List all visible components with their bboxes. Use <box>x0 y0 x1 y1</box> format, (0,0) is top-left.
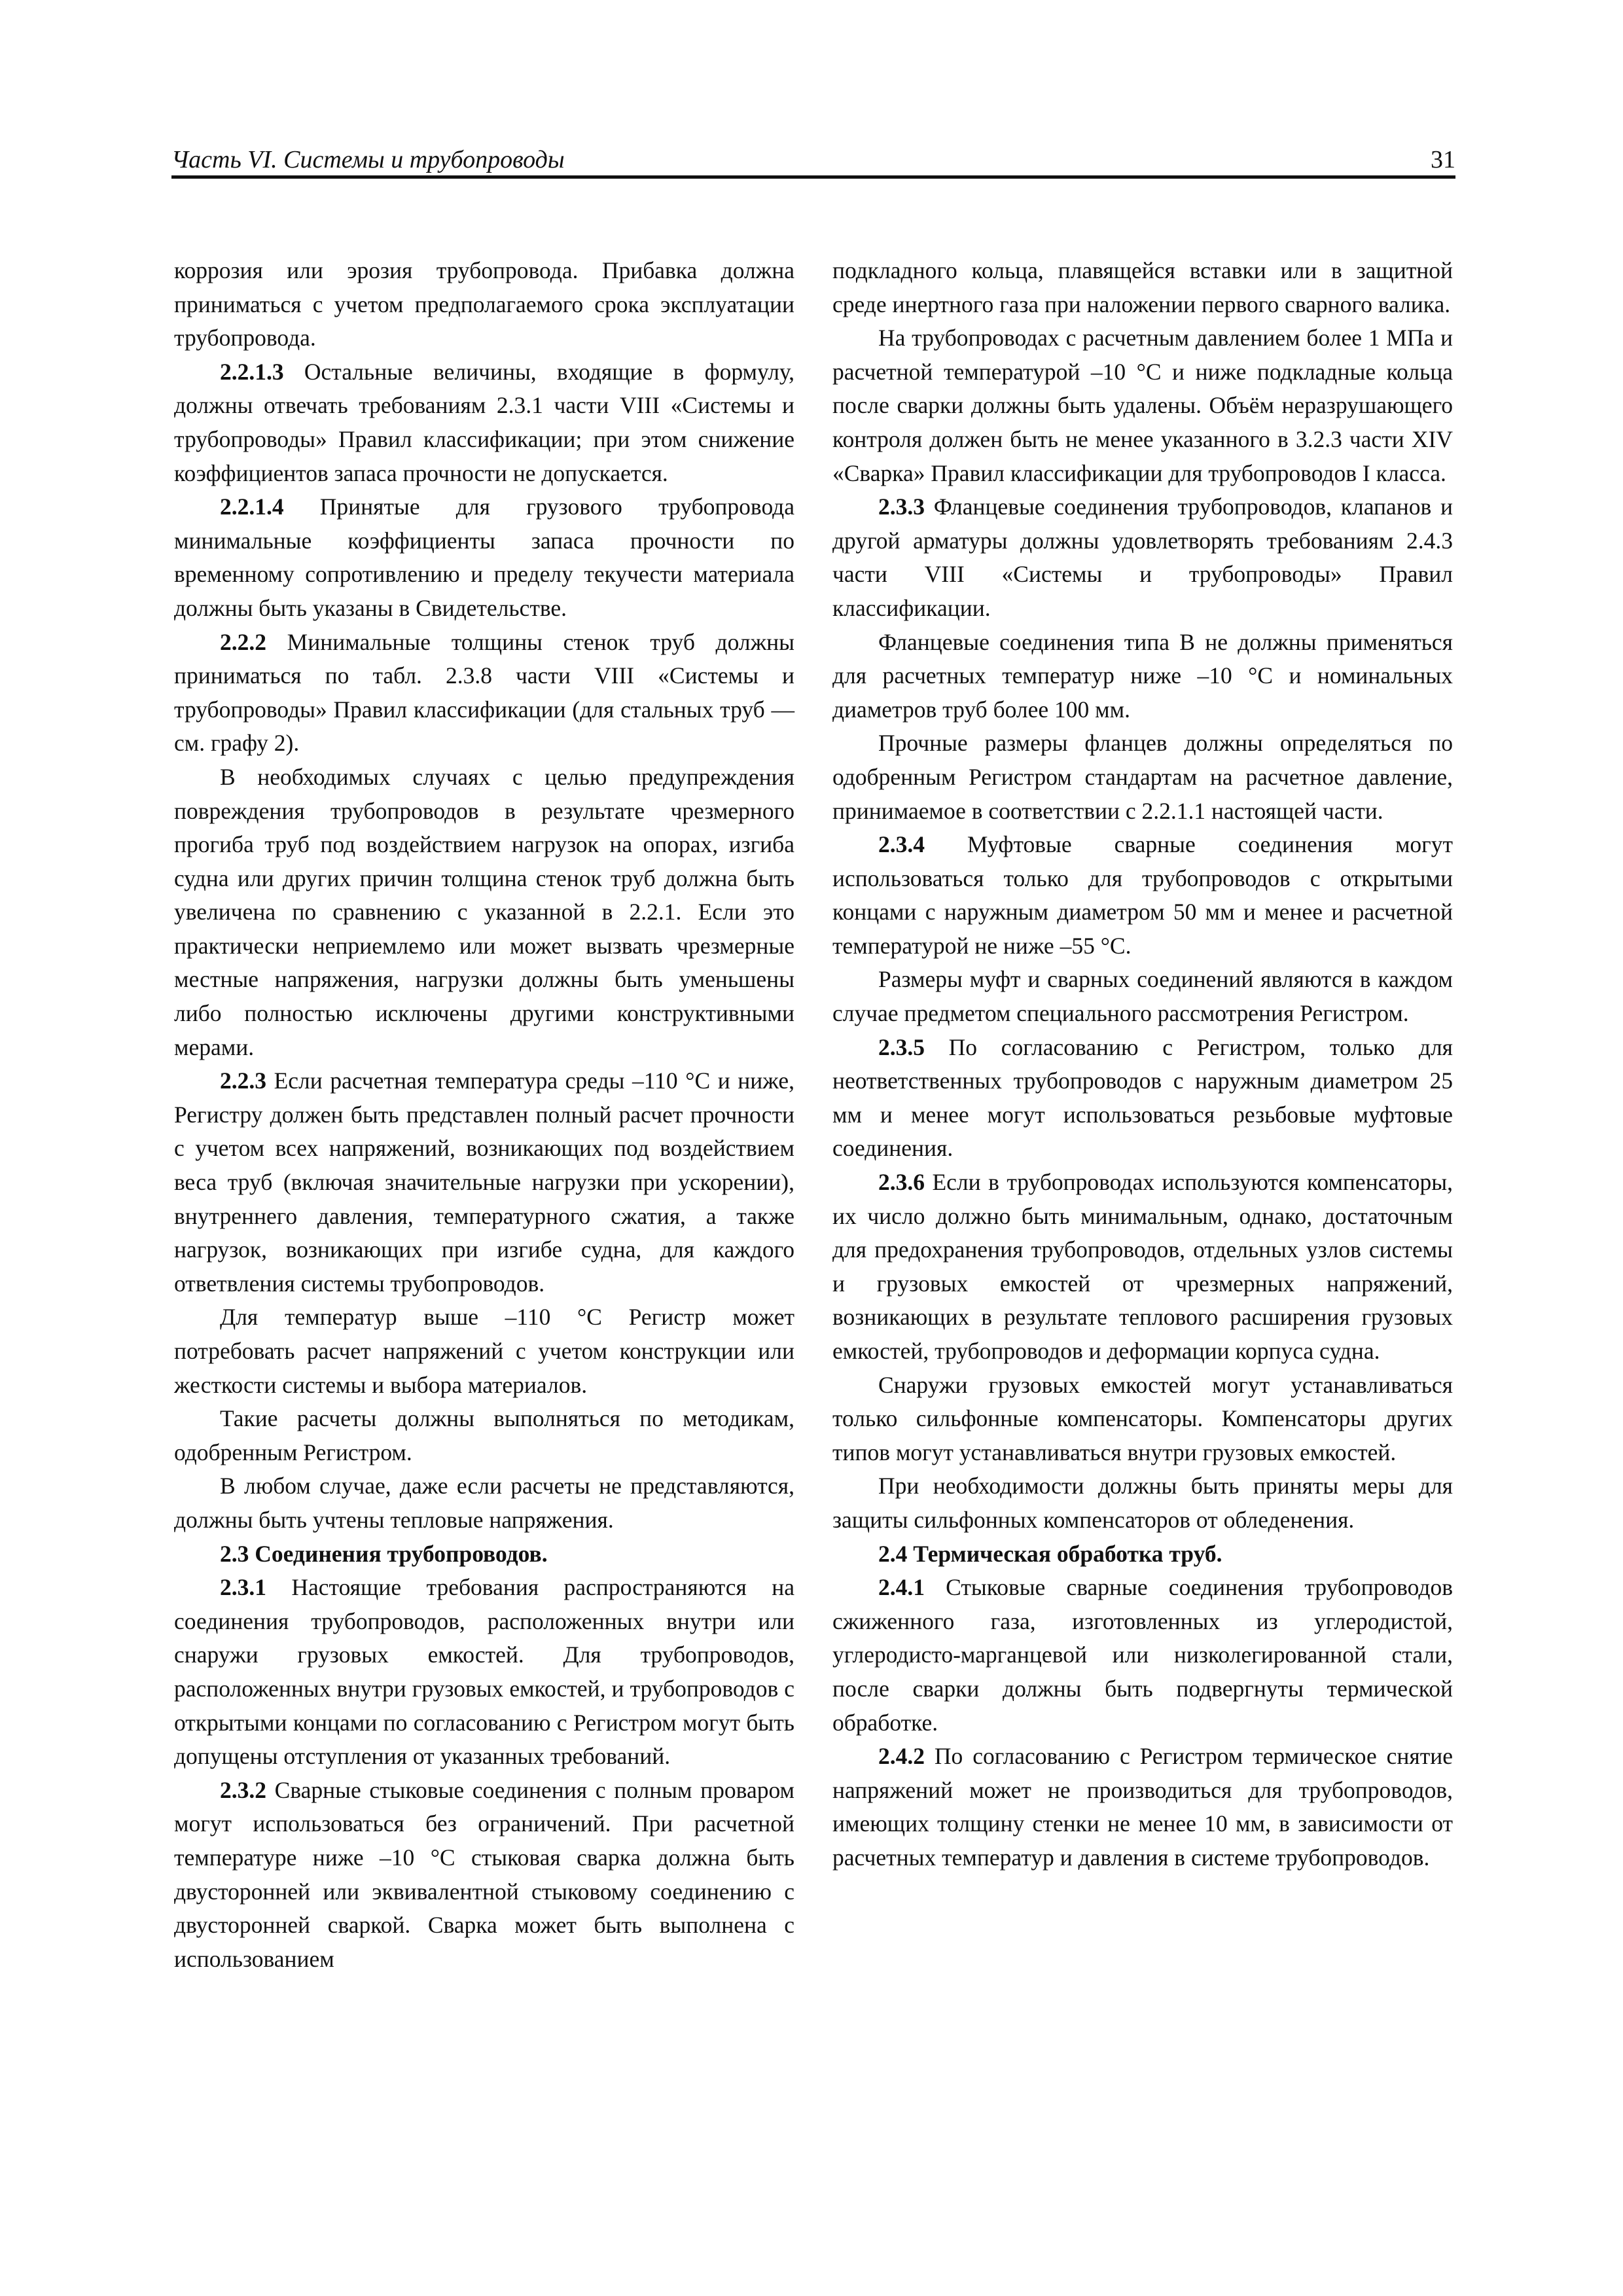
clause-number: 2.2.3 <box>220 1067 266 1094</box>
paragraph <box>832 828 1453 963</box>
clause-number: 2.3.5 <box>878 1033 925 1060</box>
section-heading: 2.3 Соединения трубопроводов. <box>220 1540 548 1567</box>
running-header <box>171 145 1455 177</box>
clause-number: 2.4.1 <box>878 1574 925 1601</box>
paragraph-text: Муфтовые сварные соединения могут использоваться только для трубопроводов с открытыми концами с наружным диаметром 50 мм и менее и расчетной температурой не ниже –55 °С. <box>832 831 1453 959</box>
paragraph <box>832 1166 1453 1369</box>
paragraph <box>174 1774 794 1977</box>
clause-number: 2.3.4 <box>878 831 925 858</box>
paragraph <box>174 490 794 625</box>
paragraph <box>832 1740 1453 1874</box>
paragraph-text: Если в трубопроводах используются компенсаторы, их число должно быть минимальным, однако, достаточным для предохранения трубопроводов, отдельных узлов системы и грузовых емкостей от чрезмерных напряжений, возникающих в результате теплового расширения грузовых емкостей, трубопроводов и деформации корпуса судна. <box>832 1169 1453 1364</box>
clause-number: 2.3.1 <box>220 1574 266 1601</box>
clause-number: 2.3.2 <box>220 1776 266 1803</box>
clause-number: 2.3.6 <box>878 1169 925 1196</box>
left-column <box>174 254 794 1976</box>
paragraph-text: Остальные величины, входящие в формулу, должны отвечать требованиям 2.3.1 части VIII «Системы и трубопроводы» Правил классификации; при этом снижение коэффициентов запаса прочности не допускается. <box>174 358 794 486</box>
right-column <box>832 254 1453 1875</box>
paragraph <box>174 355 794 490</box>
page-number: 31 <box>1431 146 1455 173</box>
paragraph <box>174 1064 794 1300</box>
paragraph <box>832 1571 1453 1740</box>
paragraph-text: Настоящие требования распространяются на соединения трубопроводов, расположенных внутри или снаружи грузовых емкостей. Для трубопроводов, расположенных внутри грузовых емкостей, и трубопроводов с открытыми концами по согласованию с Регистром могут быть допущены отступления от указанных требований. <box>174 1574 794 1770</box>
paragraph: подкладного кольца, плавящейся вставки или в защитной среде инертного газа при наложении первого сварного валика. <box>832 257 1453 317</box>
paragraph <box>832 1031 1453 1166</box>
paragraph <box>832 490 1453 625</box>
paragraph: Такие расчеты должны выполняться по методикам, одобренным Регистром. <box>174 1405 794 1465</box>
paragraph-text: По согласованию с Регистром, только для неответственных трубопроводов с наружным диаметром 25 мм и менее могут использоваться резьбовые муфтовые соединения. <box>832 1033 1453 1162</box>
paragraph: Фланцевые соединения типа В не должны применяться для расчетных температур ниже –10 °С и номинальных диаметров труб более 100 мм. <box>832 628 1453 723</box>
paragraph: Прочные размеры фланцев должны определяться по одобренным Регистром стандартам на расчетное давление, принимаемое в соответствии с 2.2.1.1 настоящей части. <box>832 730 1453 824</box>
paragraph: коррозия или эрозия трубопровода. Прибавка должна приниматься с учетом предполагаемого срока эксплуатации трубопровода. <box>174 257 794 351</box>
clause-number: 2.3.3 <box>878 493 925 520</box>
paragraph-text: Принятые для грузового трубопровода минимальные коэффициенты запаса прочности по временному сопротивлению и пределу текучести материала должны быть указаны в Свидетельстве. <box>174 493 794 621</box>
clause-number: 2.2.2 <box>220 628 266 655</box>
paragraph: В необходимых случаях с целью предупреждения повреждения трубопроводов в результате чрезмерного прогиба труб под воздействием нагрузок на опорах, изгиба судна или других причин толщина стенок труб должна быть увеличена по сравнению с указанной в 2.2.1. Если это практически неприемлемо или может вызвать чрезмерные местные напряжения, нагрузки должны быть уменьшены либо полностью исключены другими конструктивными мерами. <box>174 763 794 1060</box>
paragraph: В любом случае, даже если расчеты не представляются, должны быть учтены тепловые напряжения. <box>174 1473 794 1533</box>
clause-number: 2.4.2 <box>878 1743 925 1770</box>
clause-number: 2.2.1.3 <box>220 358 284 385</box>
header-rule <box>171 175 1455 179</box>
running-title: Часть VI. Системы и трубопроводы <box>171 146 565 173</box>
paragraph-text: По согласованию с Регистром термическое снятие напряжений может не производиться для трубопроводов, имеющих толщину стенки не менее 10 мм, в зависимости от расчетных температур и давления в системе трубопроводов. <box>832 1743 1453 1871</box>
paragraph-text: Минимальные толщины стенок труб должны приниматься по табл. 2.3.8 части VIII «Системы и трубопроводы» Правил классификации (для стальных труб — см. графу 2). <box>174 628 794 757</box>
paragraph-text: Фланцевые соединения трубопроводов, клапанов и другой арматуры должны удовлетворять требованиям 2.4.3 части VIII «Системы и трубопроводы» Правил классификации. <box>832 493 1453 621</box>
paragraph-text: Если расчетная температура среды –110 °С и ниже, Регистру должен быть представлен полный расчет прочности с учетом всех напряжений, возникающих под воздействием веса труб (включая значительные нагрузки при ускорении), внутреннего давления, температурного сжатия, а также нагрузок, возникающих при изгибе судна, для каждого ответвления системы трубопроводов. <box>174 1067 794 1297</box>
paragraph <box>174 1571 794 1774</box>
section-heading: 2.4 Термическая обработка труб. <box>878 1540 1222 1567</box>
paragraph-text: Сварные стыковые соединения с полным проваром могут использоваться без ограничений. При расчетной температуре ниже –10 °С стыковая сварка должна быть двусторонней или эквивалентной стыковому соединению с двусторонней сваркой. Сварка может быть выполнена с использованием <box>174 1776 794 1972</box>
paragraph: При необходимости должны быть приняты меры для защиты сильфонных компенсаторов от обледенения. <box>832 1473 1453 1533</box>
paragraph: Снаружи грузовых емкостей могут устанавливаться только сильфонные компенсаторы. Компенсаторы других типов могут устанавливаться внутри грузовых емкостей. <box>832 1371 1453 1465</box>
paragraph: Размеры муфт и сварных соединений являются в каждом случае предметом специального рассмотрения Регистром. <box>832 966 1453 1027</box>
paragraph <box>174 626 794 761</box>
paragraph-text: Стыковые сварные соединения трубопроводов сжиженного газа, изготовленных из углеродистой, углеродисто-марганцевой или низколегированной стали, после сварки должны быть подвергнуты термической обработке. <box>832 1574 1453 1736</box>
paragraph: Для температур выше –110 °С Регистр может потребовать расчет напряжений с учетом конструкции или жесткости системы и выбора материалов. <box>174 1304 794 1398</box>
clause-number: 2.2.1.4 <box>220 493 284 520</box>
paragraph: На трубопроводах с расчетным давлением более 1 МПа и расчетной температурой –10 °С и ниже подкладные кольца после сварки должны быть удалены. Объём неразрушающего контроля должен быть не менее указанного в 3.2.3 части XIV «Сварка» Правил классификации для трубопроводов I класса. <box>832 325 1453 486</box>
